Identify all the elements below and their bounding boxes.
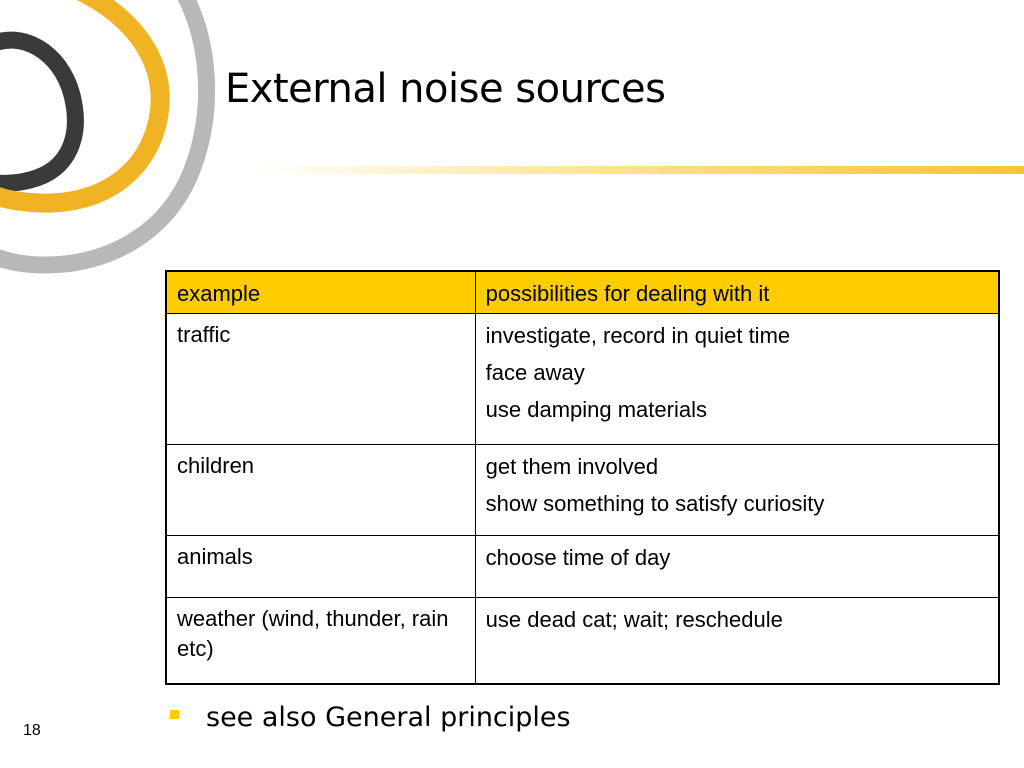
example-cell: animals (166, 535, 475, 597)
possibility-line: get them involved (485, 453, 659, 479)
example-cell: children (166, 444, 475, 535)
possibility-line: use damping materials (485, 396, 707, 422)
possibility-line: show something to satisfy curiosity (485, 490, 825, 516)
table-row (166, 313, 999, 444)
example-cell: weather (wind, thunder, rain etc) (166, 597, 475, 684)
possibility-line: investigate, record in quiet time (485, 322, 791, 348)
example-cell: traffic (166, 313, 475, 444)
possibility-line: choose time of day (485, 544, 671, 570)
possibilities-cell (475, 597, 999, 684)
dark-arc (0, 40, 75, 183)
possibilities-cell (475, 444, 999, 535)
table-row (166, 535, 999, 597)
possibility-line: use dead cat; wait; reschedule (485, 606, 783, 632)
square-bullet-icon (170, 710, 179, 719)
bullet-text: see also General principles (206, 702, 571, 733)
slide-title: External noise sources (225, 66, 666, 112)
table-row (166, 597, 999, 684)
possibilities-cell (475, 313, 999, 444)
page-number: 18 (23, 722, 41, 739)
table-row (166, 444, 999, 535)
noise-sources-table (165, 270, 1000, 685)
header-example: example (166, 271, 475, 313)
table-header-row (166, 271, 999, 313)
header-possibilities: possibilities for dealing with it (475, 271, 999, 313)
decorative-swirl (0, 0, 240, 290)
bullet-item (170, 702, 571, 733)
possibility-line: face away (485, 359, 585, 385)
possibilities-cell (475, 535, 999, 597)
title-underline-gradient (250, 166, 1024, 174)
